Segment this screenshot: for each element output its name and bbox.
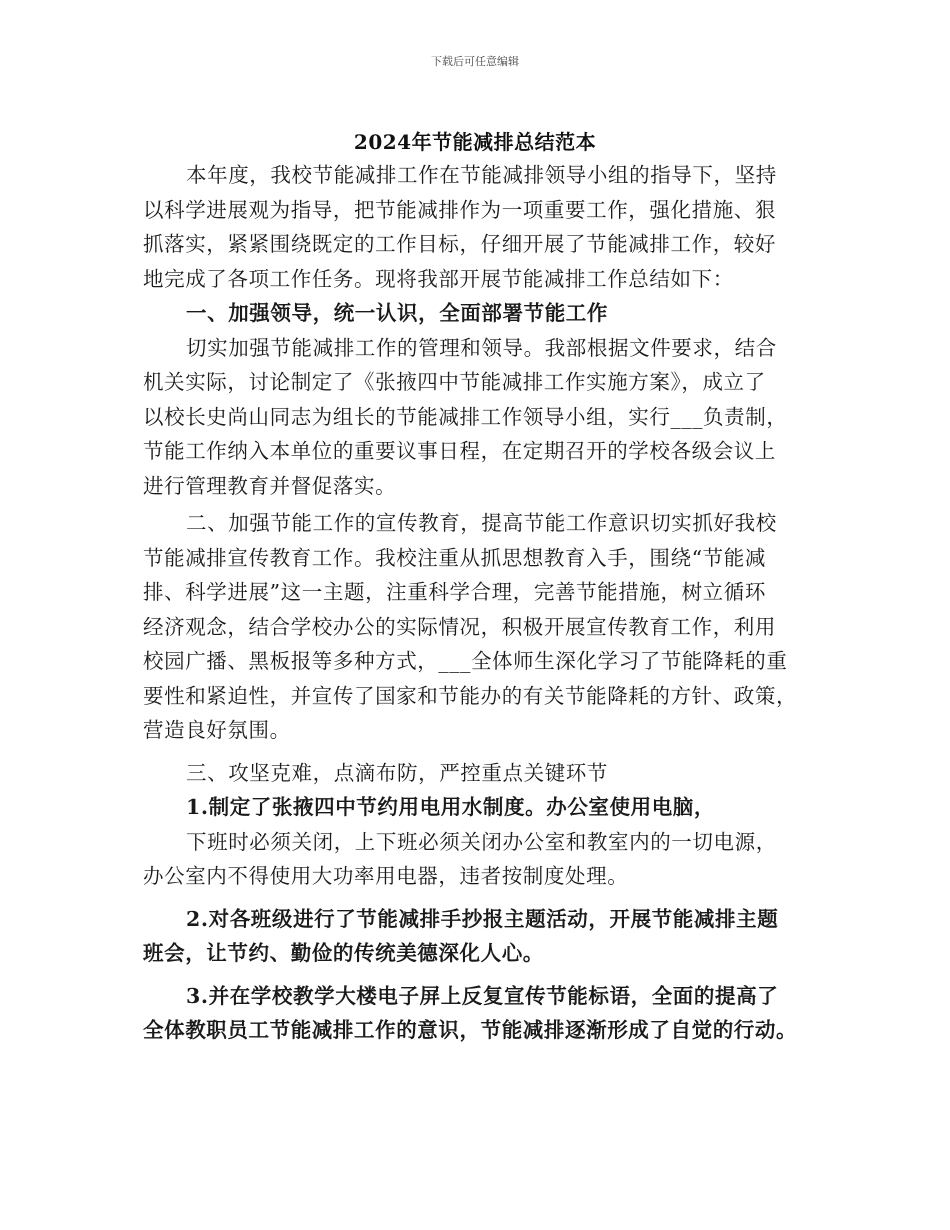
document-body — [143, 158, 813, 1048]
list-item: 全体教职员工节能减排工作的意识，节能减排逐渐形成了自觉的行动。 — [143, 1018, 798, 1042]
list-item: 2.对各班级进行了节能减排手抄报主题活动，开展节能减排主题 — [186, 906, 779, 931]
list-item: 3.并在学校教学大楼电子屏上反复宣传节能标语，全面的提高了 — [186, 983, 779, 1008]
paragraph-line: 以校长史尚山同志为组长的节能减排工作领导小组，实行___负责制， — [143, 404, 788, 429]
paragraph-line: 办公室内不得使用大功率用电器，违者按制度处理。 — [143, 864, 629, 888]
section-heading: 一、加强领导，统一认识，全面部署节能工作 — [186, 301, 608, 325]
paragraph-line: 以科学进展观为指导，把节能减排作为一项重要工作，强化措施、狠 — [143, 197, 776, 222]
paragraph-line: 进行管理教育并督促落实。 — [143, 473, 397, 498]
header-note: 下载后可任意编辑 — [431, 55, 519, 68]
paragraph-line: 营造良好氛围。 — [143, 718, 291, 742]
paragraph-line: 地完成了各项工作任务。现将我部开展节能减排工作总结如下： — [143, 266, 734, 291]
paragraph-line: 排、科学进展”这一主题，注重科学合理，完善节能措施，树立循环 — [143, 580, 766, 604]
paragraph-line: 节能工作纳入本单位的重要议事日程，在定期召开的学校各级会议上 — [143, 439, 776, 463]
list-item: 班会，让节约、勤俭的传统美德深化人心。 — [143, 941, 544, 965]
paragraph-line: 经济观念，结合学校办公的实际情况，积极开展宣传教育工作，利用 — [143, 614, 776, 639]
paragraph-line: 要性和紧迫性，并宣传了国家和节能办的有关节能降耗的方针、政策， — [143, 683, 798, 708]
list-item-heading: 1.制定了张掖四中节约用电用水制度。办公室使用电脑， — [186, 795, 715, 819]
document-title: 2024年节能减排总结范本 — [353, 130, 597, 154]
section-heading: 三、攻坚克难，点滴布防，严控重点关键环节 — [186, 760, 608, 785]
paragraph-line: 二、加强节能工作的宣传教育，提高节能工作意识切实抓好我校 — [186, 511, 777, 535]
paragraph-line: 机关实际，讨论制定了《张掖四中节能减排工作实施方案》，成立了 — [143, 370, 766, 394]
paragraph-line: 下班时必须关闭，上下班必须关闭办公室和教室内的一切电源， — [186, 829, 777, 854]
paragraph-line: 节能减排宣传教育工作。我校注重从抓思想教育入手，围绕“节能减 — [143, 545, 766, 570]
paragraph-line: 校园广播、黑板报等多种方式，___全体师生深化学习了节能降耗的重 — [143, 649, 788, 673]
paragraph-line: 本年度，我校节能减排工作在节能减排领导小组的指导下，坚持 — [186, 163, 777, 187]
paragraph-line: 切实加强节能减排工作的管理和领导。我部根据文件要求，结合 — [186, 335, 777, 360]
paragraph-line: 抓落实，紧紧围绕既定的工作目标，仔细开展了节能减排工作，较好 — [143, 232, 776, 256]
